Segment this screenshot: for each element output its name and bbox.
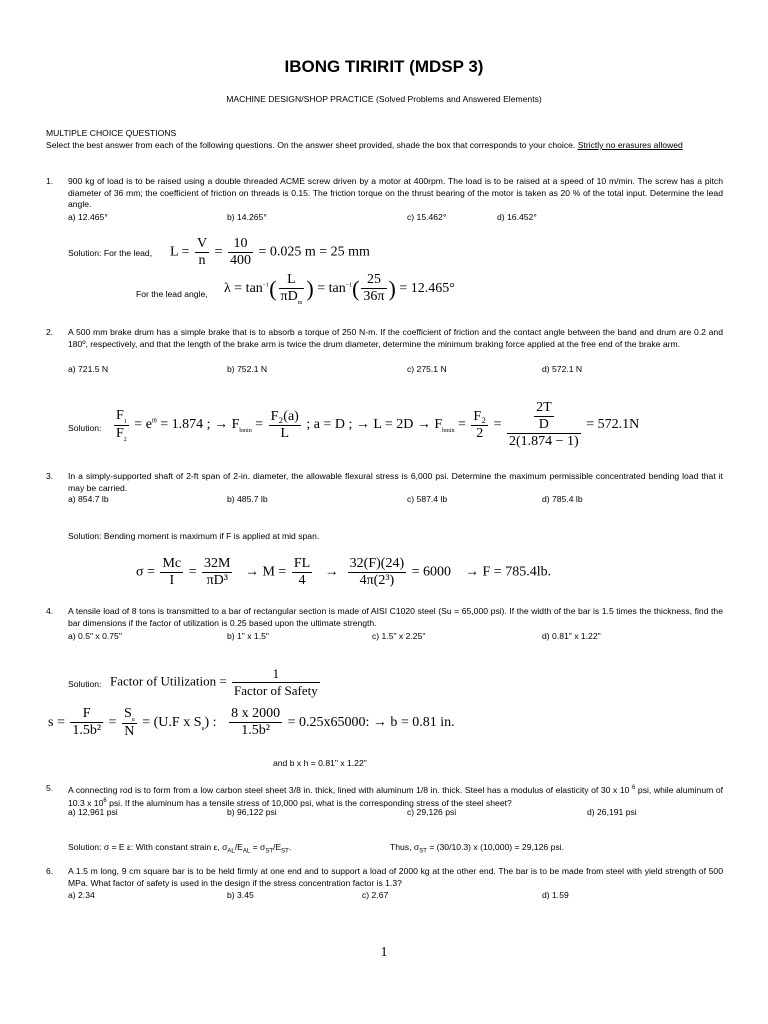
question-number: 3.: [46, 471, 54, 481]
choice-a: a) 0.5" x 0.75": [68, 631, 122, 641]
question-text: In a simply-supported shaft of 2-ft span of 2-in. diameter, the allowable flexural stress is 6,000 psi. Determine the maximum permissible concentrated bending load that it may be carried.: [68, 471, 723, 493]
choice-c: c) 29,126 psi: [407, 807, 457, 817]
choice-a: a) 12.465°: [68, 212, 108, 222]
page-number: 1: [380, 945, 388, 960]
choice-d: d) 785.4 lb: [542, 494, 583, 504]
question-text: A connecting rod is to form from a low carbon steel sheet 3/8 in. thick, lined with aluminum 1/8 in. thick. Steel has a modulus of elasticity of 30 x 10 $^6$ psi, while aluminum of 10.3 x $10^6$ psi. If the aluminum has a tensile stress of 10,000 psi, what is the corresponding stress of the steel sheet?: [68, 784, 724, 809]
solution-label: Solution:: [68, 679, 102, 689]
choice-b: b) 3.45: [227, 890, 254, 900]
choice-a: a) 12,961 psi: [68, 807, 118, 817]
choice-c: c) 587.4 lb: [407, 494, 448, 504]
lead-angle-equation: $\lambda = \tan^{-1}$( $\frac{L}{\pi D_m}$ ) = $\tan^{-1}$( $\frac{25}{36\pi}$ ) = 12.465°: [224, 272, 455, 306]
bending-equation: σ = $\frac{Mc}{I}$ = $\frac{32M}{\text{πD³}}$ → M = $\frac{FL}{4}$ → $\frac{32(F)(24)}{\text{4π(2³)}}$ = 6000 → F = 785.4lb.: [136, 556, 552, 588]
question-number: 2.: [46, 327, 54, 337]
solution-result: Thus, $\sigma_{ST} = (30/10.3)$ x (10,000) = 29,126 psi.: [390, 842, 564, 855]
choice-b: b) 14.265°: [227, 212, 267, 222]
stress-equation: s = $\frac{F}{\text{1.5b²}}$ = $\frac{S_u}{N}$ = (U.F x $S_u$) : $\frac{8 x 2000}{\text{1.5b²}}$ = 0.25x65000: → b = 0.81 in.: [48, 706, 455, 739]
choice-d: d) 1.59: [542, 890, 569, 900]
document-title: IBONG TIRIRIT (MDSP 3): [284, 57, 484, 76]
choice-d: d) 0.81" x 1.22": [542, 631, 601, 641]
document-subtitle: MACHINE DESIGN/SHOP PRACTICE (Solved Problems and Answered Elements): [226, 94, 542, 104]
choice-a: a) 854.7 lb: [68, 494, 109, 504]
choice-d: d) 572.1 N: [542, 364, 583, 374]
brake-equation: $\frac{F_1}{F_2}$ = $e^{f\theta} = 1.874$ ; → $F_{bmin}$ = $\frac{\text{F₂(a)}}{L}$ ; a = D ; → $L = 2D \to F_{bmin}$ = $\frac{\text{F₂}}{2}$ = $\frac{\frac{2T}{D}}{2(1.874 - 1)}$ = 572.1N: [116, 400, 640, 449]
solution-result: and b x h = 0.81" x 1.22": [273, 758, 367, 768]
choice-a: a) 2.34: [68, 890, 95, 900]
choice-d: d) 16.452°: [497, 212, 537, 222]
choice-a: a) 721.5 N: [68, 364, 109, 374]
utilization-equation: Factor of Utilization = $\frac{1}{\text{Factor of Safety}}$: [110, 666, 318, 698]
solution-label: Solution: For the lead,: [68, 248, 153, 258]
solution-label: Solution: Bending moment is maximum if F is applied at mid span.: [68, 531, 320, 541]
solution-label: Solution: σ = E ε: With constant strain ε, $\sigma_{AL}/E_{AL} = \sigma_{ST}/E_{ST}$.: [68, 842, 292, 855]
solution-label: Solution:: [68, 423, 102, 433]
question-text: A 1.5 m long, 9 cm square bar is to be held firmly at one end and to support a load of 2000 kg at the other end. The bar is to be made from steel with yield strength of 500 MPa. What factor of safety is used in the design if the stress concentration factor is 1.3?: [68, 866, 723, 888]
choice-c: c) 2.67: [362, 890, 389, 900]
question-number: 6.: [46, 866, 54, 876]
choice-c: c) 1.5" x 2.25": [372, 631, 426, 641]
instructions: Select the best answer from each of the following questions. On the answer sheet provided, shade the box that corresponds to your choice. Strictly no erasures allowed: [46, 140, 683, 150]
choice-b: b) 1" x 1.5": [227, 631, 269, 641]
lead-equation: L = $\frac{V}{n}$ = $\frac{10}{400}$ = 0.025 m = 25 mm: [170, 236, 370, 268]
instructions-underlined: Strictly no erasures allowed: [577, 140, 683, 150]
question-number: 4.: [46, 606, 54, 616]
choice-d: d) 26,191 psi: [587, 807, 637, 817]
question-number: 5.: [46, 783, 54, 793]
question-number: 1.: [46, 176, 54, 186]
question-text: A tensile load of 8 tons is transmitted to a bar of rectangular section is made of AISI C1020 steel (Su = 65,000 psi). If the width of the bar is 1.5 times the thickness, find the bar dimensions if the factor of utilization is 0.25 based upon the ultimate strength.: [68, 606, 723, 628]
choice-b: b) 96,122 psi: [227, 807, 277, 817]
question-text: A 500 mm brake drum has a simple brake that is to absorb a torque of 250 N-m. If the coefficient of friction and the contact angle between the band and drum are 0.2 and 180º, respectively, and that the length of the brake arm is twice the drum diameter, determine the minimum braking force applied at the free end of the brake arm.: [68, 327, 723, 349]
section-heading: MULTIPLE CHOICE QUESTIONS: [46, 128, 177, 138]
question-text: 900 kg of load is to be raised using a double threaded ACME screw driven by a motor at 400rpm. The load is to be raised at a speed of 10 m/min. The screw has a pitch diameter of 36 mm; the coefficient of friction on threads is 0.15. The friction torque on the thrust bearing of the motor is taken as 20 % of the total input. Determine the lead angle.: [68, 176, 723, 210]
choice-b: b) 752.1 N: [227, 364, 268, 374]
choice-b: b) 485.7 lb: [227, 494, 268, 504]
choice-c: c) 275.1 N: [407, 364, 447, 374]
choice-c: c) 15.462°: [407, 212, 447, 222]
solution-label-2: For the lead angle,: [136, 289, 208, 299]
